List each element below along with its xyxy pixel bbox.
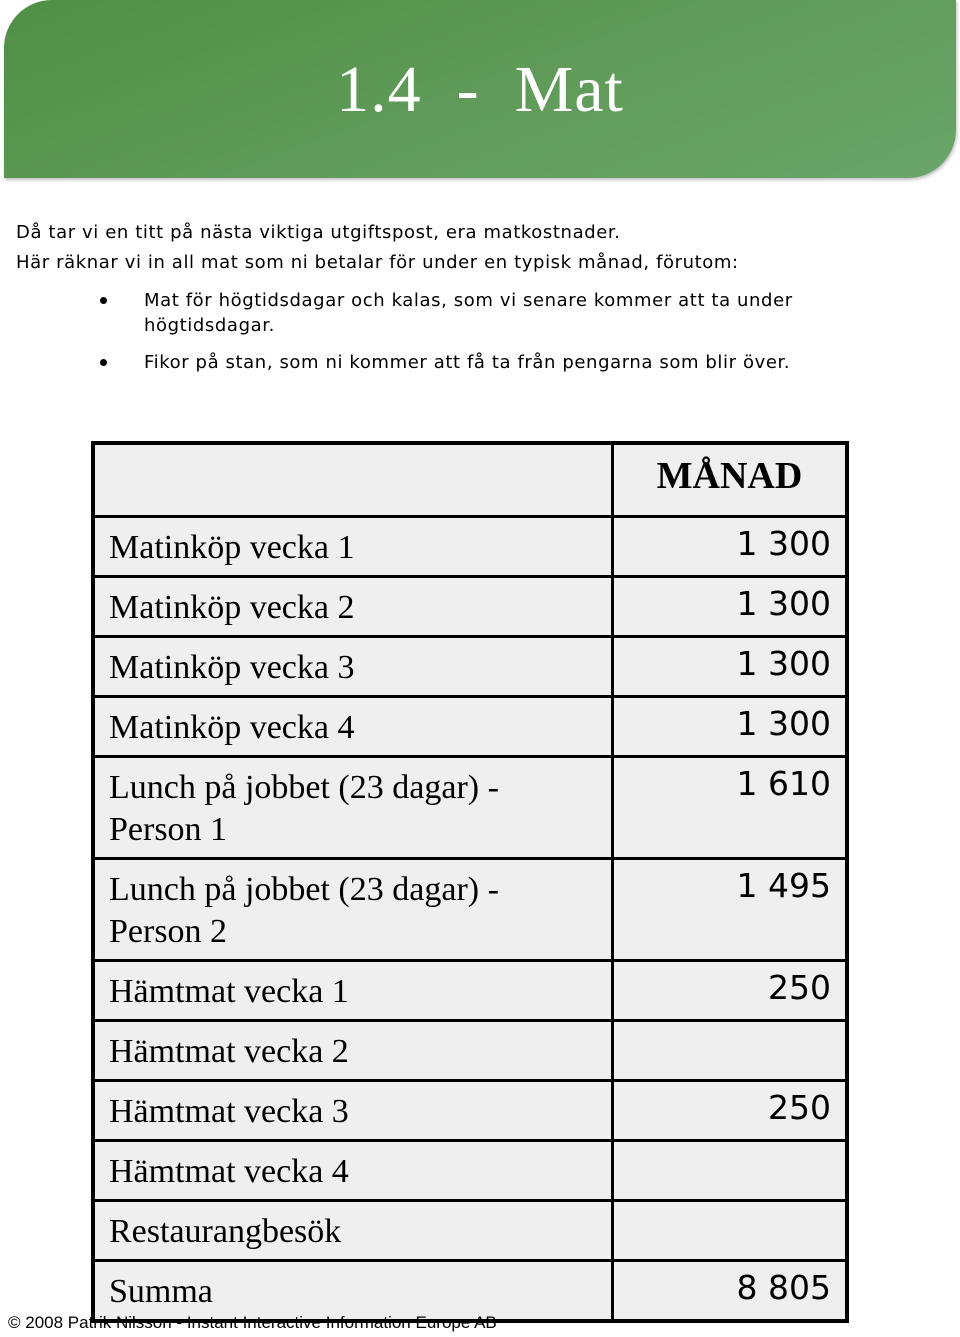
bullet-icon (100, 297, 107, 304)
row-value: 1 610 (613, 757, 848, 859)
title-banner (4, 0, 956, 178)
table-row (93, 757, 847, 859)
list-item-text: Mat för högtidsdagar och kalas, som vi senare kommer att ta under högtidsdagar. (144, 290, 793, 336)
row-value: 1 300 (613, 637, 848, 697)
row-label: Hämtmat vecka 2 (93, 1021, 613, 1081)
row-label: Matinköp vecka 1 (93, 517, 613, 577)
intro-line-2: Här räknar vi in all mat som ni betalar för under en typisk månad, förutom: (16, 252, 739, 273)
row-label: Matinköp vecka 2 (93, 577, 613, 637)
table-row (93, 1141, 847, 1201)
exclusions-list (100, 288, 840, 387)
row-value: 1 300 (613, 577, 848, 637)
table-row (93, 1201, 847, 1261)
row-label: Lunch på jobbet (23 dagar) - Person 2 (93, 859, 613, 961)
row-value (613, 1021, 848, 1081)
intro-line-1: Då tar vi en titt på nästa viktiga utgiftspost, era matkostnader. (16, 222, 621, 243)
row-label: Hämtmat vecka 4 (93, 1141, 613, 1201)
table-header-row (93, 443, 847, 517)
copyright-footer: © 2008 Patrik Nilsson - Instant Interactive Information Europe AB (8, 1313, 497, 1332)
table-row (93, 961, 847, 1021)
total-label: Summa (93, 1261, 613, 1322)
row-label: Restaurangbesök (93, 1201, 613, 1261)
list-item (100, 350, 840, 375)
row-label: Hämtmat vecka 3 (93, 1081, 613, 1141)
food-budget-table (91, 441, 849, 1323)
list-item-text: Fikor på stan, som ni kommer att få ta från pengarna som blir över. (144, 352, 791, 373)
table-total-row (93, 1261, 847, 1322)
table-row (93, 1021, 847, 1081)
table-row (93, 859, 847, 961)
row-label: Matinköp vecka 4 (93, 697, 613, 757)
table-row (93, 517, 847, 577)
row-value: 250 (613, 961, 848, 1021)
bullet-icon (100, 359, 107, 366)
table-row (93, 697, 847, 757)
table-row (93, 1081, 847, 1141)
row-value: 1 495 (613, 859, 848, 961)
row-value: 1 300 (613, 697, 848, 757)
header-month-cell: MÅNAD (613, 443, 848, 517)
page-title: 1.4 - Mat (336, 53, 624, 126)
list-item (100, 288, 840, 338)
table-row (93, 637, 847, 697)
header-label-cell (93, 443, 613, 517)
table-row (93, 577, 847, 637)
row-value: 250 (613, 1081, 848, 1141)
row-value (613, 1201, 848, 1261)
intro-text (16, 218, 936, 278)
row-label: Lunch på jobbet (23 dagar) - Person 1 (93, 757, 613, 859)
row-value: 1 300 (613, 517, 848, 577)
total-value: 8 805 (613, 1261, 848, 1322)
row-value (613, 1141, 848, 1201)
row-label: Hämtmat vecka 1 (93, 961, 613, 1021)
row-label: Matinköp vecka 3 (93, 637, 613, 697)
